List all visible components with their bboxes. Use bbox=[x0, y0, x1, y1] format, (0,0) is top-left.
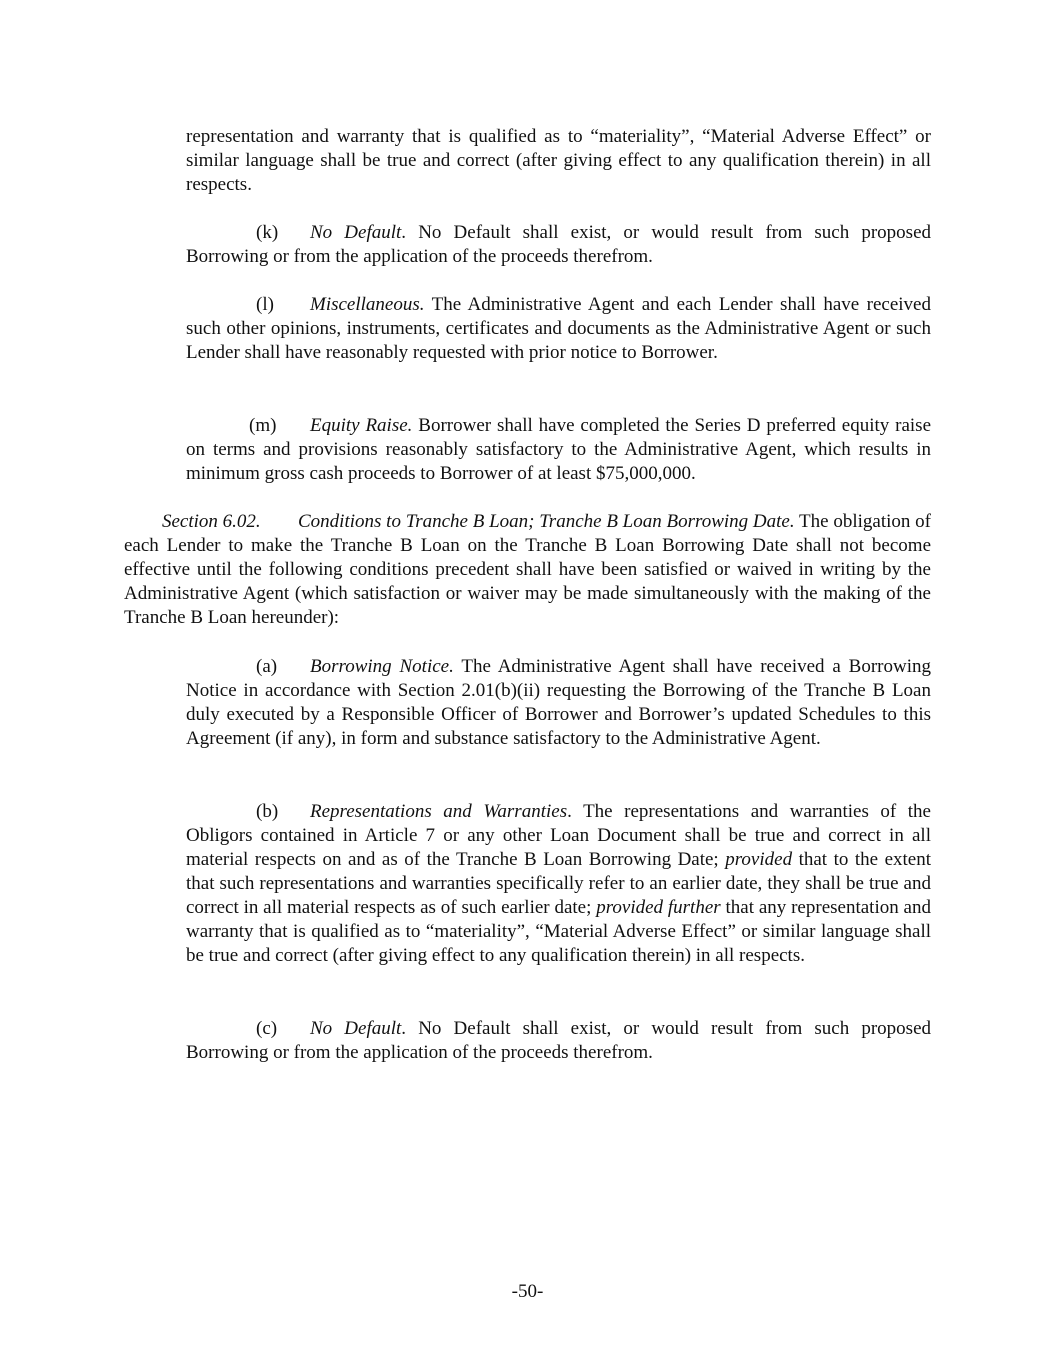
clause-c-heading: No Default bbox=[310, 1018, 402, 1039]
clause-b-heading: Representations and Warranties bbox=[310, 801, 568, 822]
clause-b-tag: (b) bbox=[256, 801, 279, 822]
continued-paragraph: representation and warranty that is qualified as to “materiality”, “Material Adverse Effect” or similar language shall be true and correct (after giving effect to any qualification therein) in all respects. bbox=[186, 126, 931, 195]
clause-m-text: Borrower shall have completed the Series D preferred equity raise on terms and provisions reasonably satisfactory to the Administrative Agent, which results in minimum gross cash proceeds to Borrower of at least $75,000,000. bbox=[186, 415, 932, 484]
clause-k-tag: (k) bbox=[256, 222, 279, 243]
clause-a-text: The Administrative Agent shall have received a Borrowing Notice in accordance with Section 2.01(b)(ii) requesting the Borrowing of the Tranche B Loan duly executed by a Responsible Officer of Borrower and Borrower’s updated Schedules to this Agreement (if any), in form and substance satisfactory to the Administrative Agent. bbox=[186, 656, 931, 749]
clause-a-heading: Borrowing Notice. bbox=[310, 656, 454, 677]
clause-c-tag: (c) bbox=[256, 1018, 278, 1039]
page-number: -50- bbox=[511, 1281, 544, 1302]
section-text: The obligation of each Lender to make the Tranche B Loan on the Tranche B Loan Borrowing Date shall not become effective until the following conditions precedent shall have been satisfied or waived in writing by the Administrative Agent (which satisfaction or waiver may be made simultaneously with the making of the Tranche B Loan hereunder): bbox=[124, 511, 931, 628]
clause-m bbox=[186, 414, 931, 486]
clause-l-tag: (l) bbox=[256, 294, 274, 315]
clause-a bbox=[186, 655, 931, 751]
clause-a-tag: (a) bbox=[256, 656, 278, 677]
section-title: Conditions to Tranche B Loan; Tranche B Loan Borrowing Date. bbox=[298, 511, 795, 532]
clause-b: (b) Representations and Warranties. The representations and warranties of the Obligors contained in Article 7 or any other Loan Document shall be true and correct in all material respects on and as of the Tranche B Loan Borrowing Date; provided that to the extent that such representations and warranties specifically refer to an earlier date, they shall be true and correct in all material respects as of such earlier date; provided further that any representation and warranty that is qualified as to “materiality”, “Material Adverse Effect” or similar language shall be true and correct (after giving effect to any qualification therein) in all respects. bbox=[186, 801, 932, 966]
clause-m-heading: Equity Raise. bbox=[310, 415, 413, 436]
clause-k: (k) No Default. No Default shall exist, or would result from such proposed Borrowing or from the application of the proceeds therefrom. bbox=[186, 222, 932, 267]
section-number: Section 6.02. bbox=[162, 511, 261, 532]
clause-c: (c) No Default. No Default shall exist, or would result from such proposed Borrowing or from the application of the proceeds therefrom. bbox=[186, 1018, 932, 1063]
clause-k-heading: No Default bbox=[310, 222, 402, 243]
clause-l-heading: Miscellaneous. bbox=[310, 294, 425, 315]
section-6-02 bbox=[124, 510, 931, 630]
clause-l bbox=[186, 293, 931, 365]
clause-k-text: No Default shall exist, or would result from such proposed Borrowing or from the application of the proceeds therefrom. bbox=[186, 222, 932, 267]
clause-l-text: The Administrative Agent and each Lender shall have received such other opinions, instruments, certificates and documents as the Administrative Agent or such Lender shall have reasonably requested with prior notice to Borrower. bbox=[186, 294, 931, 363]
clause-m-tag: (m) bbox=[249, 415, 277, 436]
clause-c-text: No Default shall exist, or would result from such proposed Borrowing or from the application of the proceeds therefrom. bbox=[186, 1018, 932, 1063]
